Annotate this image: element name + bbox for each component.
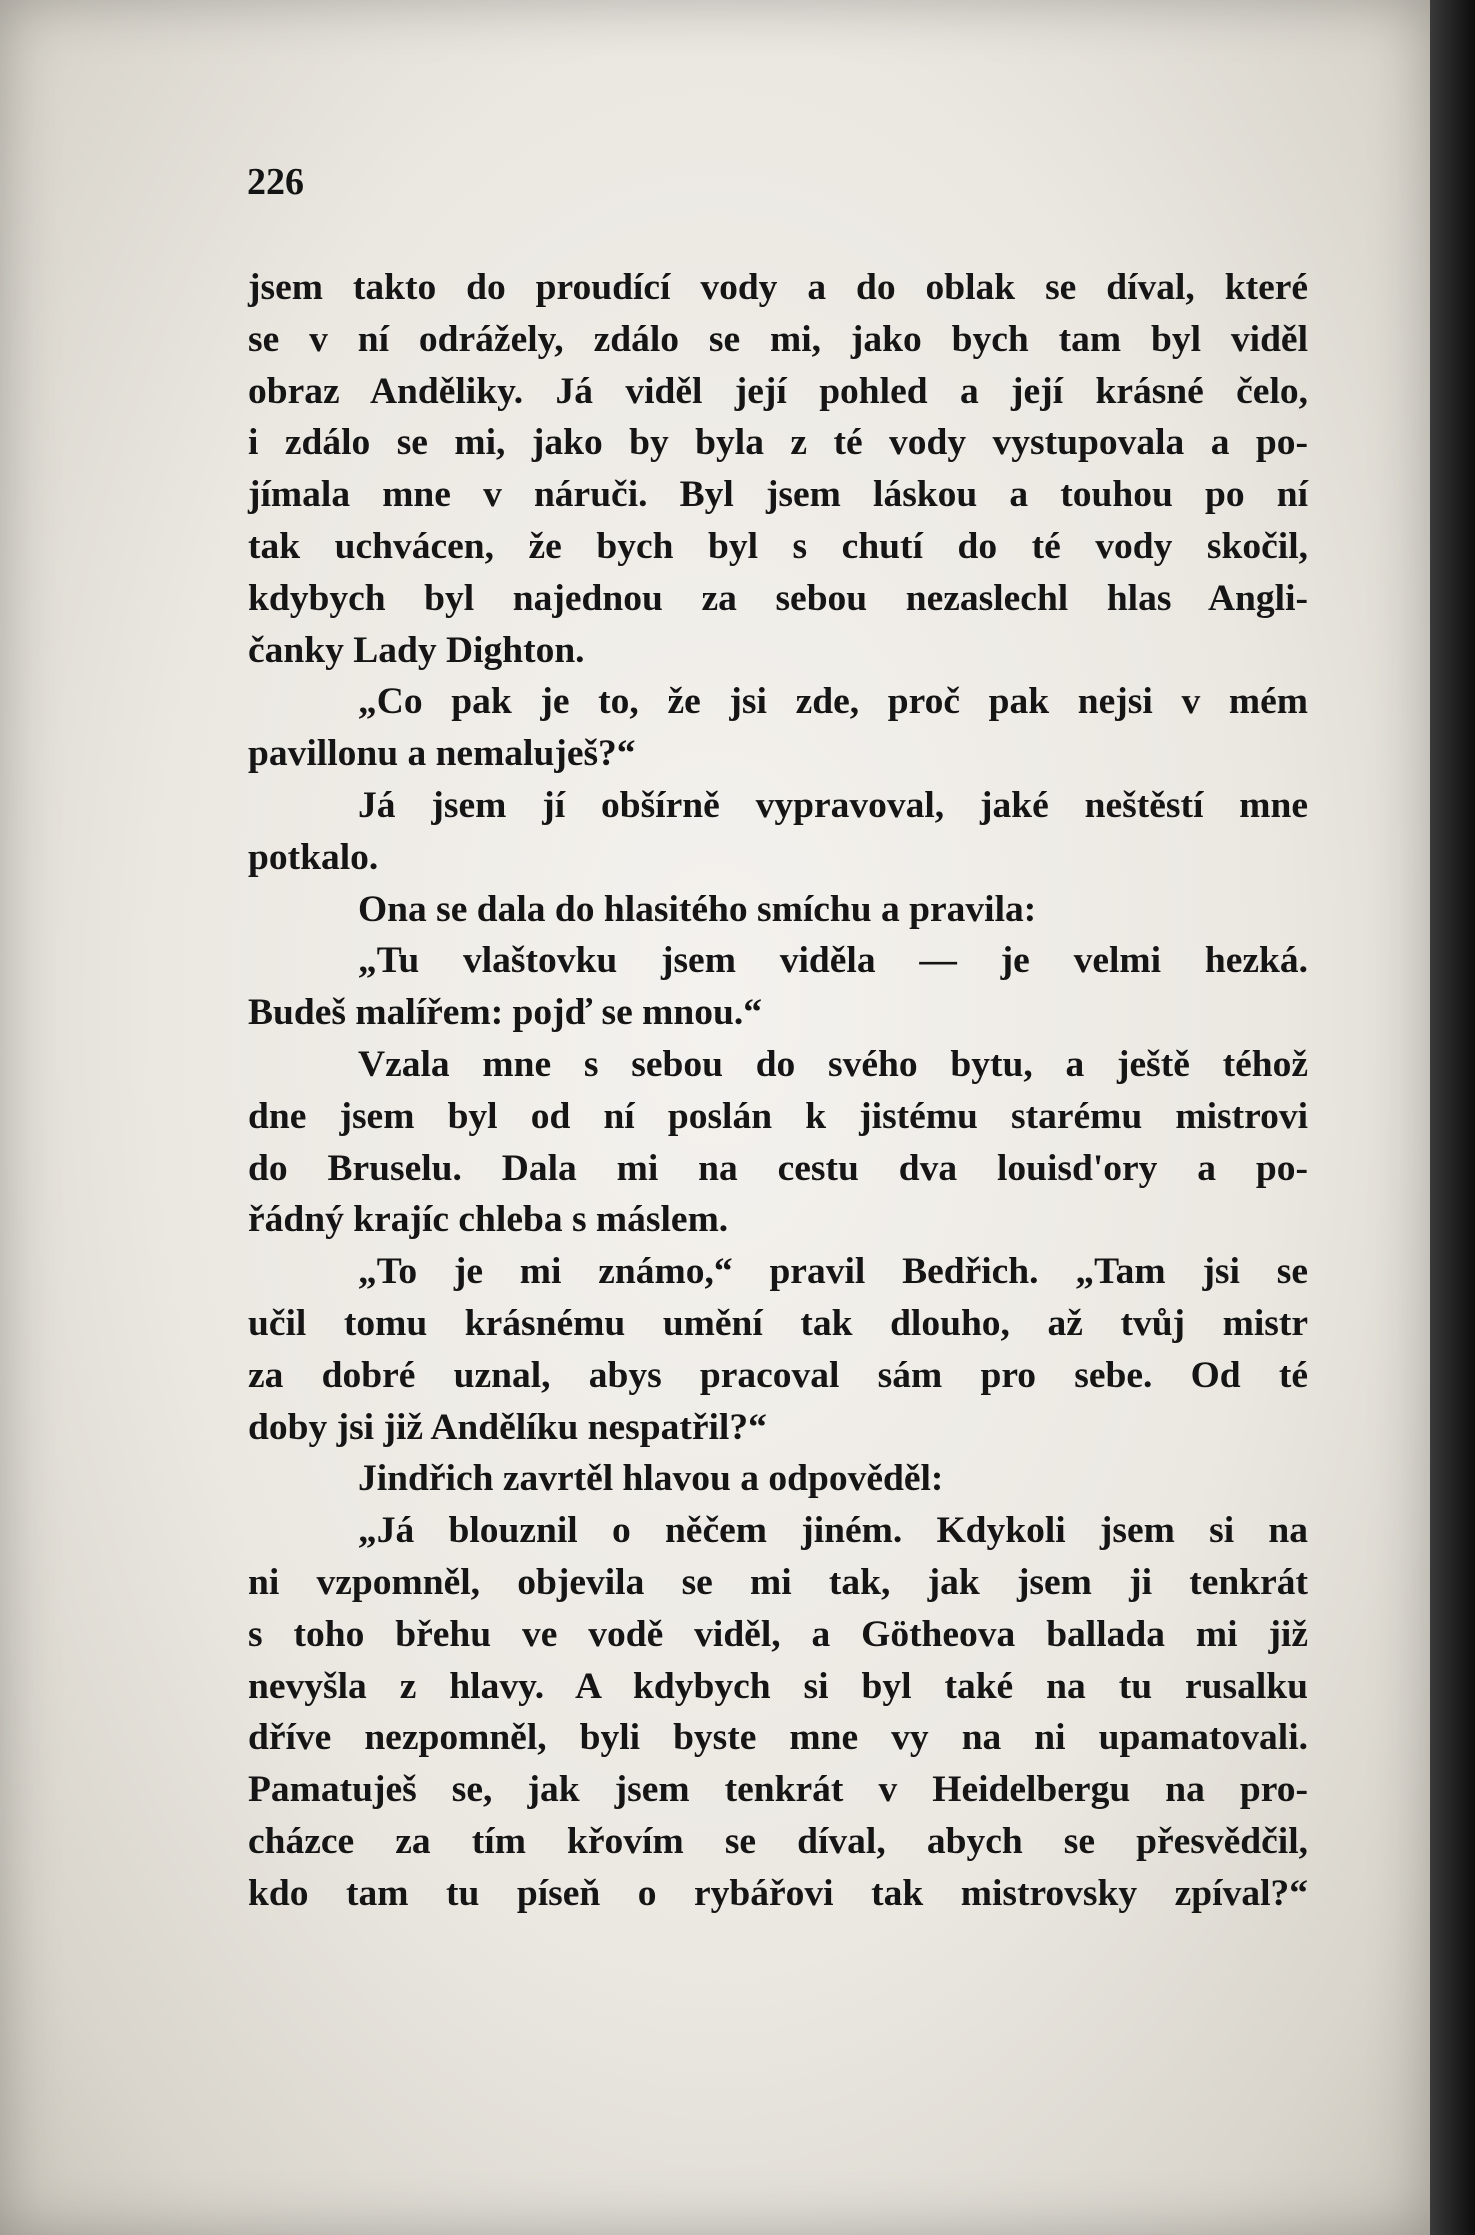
text-line: ni vzpomněl, objevila se mi tak, jak jsem ji tenkrát xyxy=(248,1561,1308,1603)
text-line: se v ní odrážely, zdálo se mi, jako bych tam byl viděl xyxy=(248,318,1308,360)
text-line: „To je mi známo,“ pravil Bedřich. „Tam jsi se xyxy=(358,1251,1308,1293)
text-line: potkalo. xyxy=(248,836,379,878)
text-line: do Bruselu. Dala mi na cestu dva louisd'ory a po- xyxy=(248,1147,1308,1189)
text-line: „Tu vlaštovku jsem viděla — je velmi hezká. xyxy=(358,940,1308,982)
text-line: za dobré uznal, abys pracoval sám pro sebe. Od té xyxy=(248,1354,1308,1396)
text-line: s toho břehu ve vodě viděl, a Götheova ballada mi již xyxy=(248,1613,1308,1655)
text-line: řádný krajíc chleba s máslem. xyxy=(248,1199,729,1241)
text-line: tak uchvácen, že bych byl s chutí do té vody skočil, xyxy=(248,525,1308,567)
text-line: Jindřich zavrtěl hlavou a odpověděl: xyxy=(358,1458,944,1500)
text-line: cházce za tím křovím se díval, abych se přesvědčil, xyxy=(248,1820,1308,1862)
text-line: obraz Anděliky. Já viděl její pohled a její krásné čelo, xyxy=(248,370,1308,412)
text-line: Ona se dala do hlasitého smíchu a pravila: xyxy=(358,888,1037,930)
text-line: jímala mne v náruči. Byl jsem láskou a touhou po ní xyxy=(248,474,1308,516)
text-line: dne jsem byl od ní poslán k jistému starému mistrovi xyxy=(248,1095,1308,1137)
text-line: kdo tam tu píseň o rybářovi tak mistrovsky zpíval?“ xyxy=(248,1872,1308,1914)
text-line: Budeš malířem: pojď se mnou.“ xyxy=(248,992,762,1034)
page-number: 226 xyxy=(247,161,304,203)
text-line: jsem takto do proudící vody a do oblak se díval, které xyxy=(248,267,1308,308)
text-line: Vzala mne s sebou do svého bytu, a ještě téhož xyxy=(358,1043,1308,1085)
text-line: Já jsem jí obšírně vypravoval, jaké neštěstí mne xyxy=(358,784,1308,826)
text-line: doby jsi již Andělíku nespatřil?“ xyxy=(248,1406,767,1448)
text-line: i zdálo se mi, jako by byla z té vody vystupovala a po- xyxy=(248,422,1308,464)
text-line: Pamatuješ se, jak jsem tenkrát v Heidelbergu na pro- xyxy=(248,1769,1308,1811)
text-line: učil tomu krásnému umění tak dlouho, až tvůj mistr xyxy=(248,1302,1308,1344)
text-line: „Já blouznil o něčem jiném. Kdykoli jsem si na xyxy=(358,1510,1308,1552)
text-line: čanky Lady Dighton. xyxy=(248,629,585,671)
text-line: nevyšla z hlavy. A kdybych si byl také na tu rusalku xyxy=(248,1665,1308,1707)
text-line: dříve nezpomněl, byli byste mne vy na ni upamatovali. xyxy=(248,1717,1308,1759)
page-edge-shadow xyxy=(1430,0,1475,2235)
body-text xyxy=(248,262,1308,1920)
text-line: „Co pak je to, že jsi zde, proč pak nejsi v mém xyxy=(358,681,1308,723)
text-line: pavillonu a nemaluješ?“ xyxy=(248,733,636,775)
text-line: kdybych byl najednou za sebou nezaslechl hlas Angli- xyxy=(248,577,1308,619)
